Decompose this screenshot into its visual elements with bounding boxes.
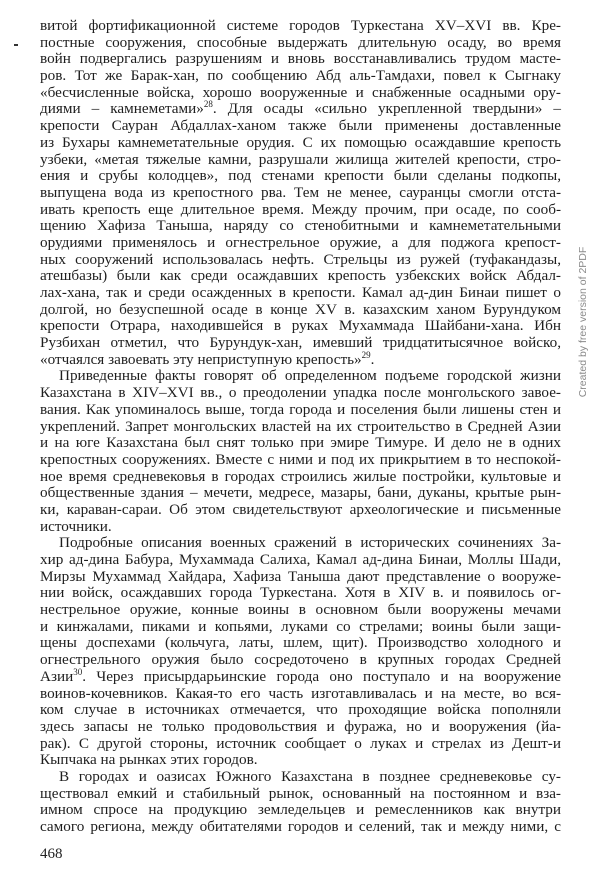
text-line: крепости Отрара, находившейся в руках Мухаммада Шайбани-хана. Ибн — [40, 317, 561, 335]
text-line: ных сооружений использовалась нефть. Стрельцы из ружей (туфакандазы, — [40, 250, 561, 268]
text-line: ществовал емкий и стабильный рынок, основанный на постоянном и вза- — [40, 784, 561, 802]
text-line: Казахстана в XIV–XVI вв., о преодолении упадка после монгольского завое- — [40, 384, 561, 402]
text-line: хир ад-дина Бабура, Мухаммада Салиха, Камал ад-дина Бинаи, Моллы Шади, — [40, 551, 561, 568]
text-line: постные сооружения, способные выдержать длительную осаду, во время — [40, 33, 561, 51]
text-line: Мирзы Мухаммад Хайдара, Хафиза Таныша дают представление о вооруже- — [40, 567, 561, 585]
text-line: щены доспехами (кольчуга, латы, шлем, щит). Производство холодного и — [40, 634, 561, 652]
text-line: лах-хана, так и среди осажденных в крепости. Камал ад-дин Бинаи пишет о — [40, 284, 561, 301]
text-line: узбеки, «метая тяжелые камни, разрушали жилища жителей крепости, стро- — [40, 150, 561, 168]
text-line: и на юге Казахстана был снят только при эмире Тимуре. И дело не в одних — [40, 434, 561, 452]
paragraph — [40, 368, 561, 535]
text-line: нии войск, осаждавших города Туркестана. Хотя в XIV в. и появилось ог- — [40, 584, 561, 602]
text-line: ное время средневековья в городах строились жилые постройки, культовые и — [40, 467, 561, 485]
text-line: общественные здания – мечети, медресе, мазары, бани, дуканы, крытые рын- — [40, 484, 561, 502]
text-line — [40, 101, 561, 118]
text-line: «бесчисленные войска, хорошо вооруженные и снабженные осадными ору- — [40, 83, 561, 101]
text-line: витой фортификационной системе городов Туркестана XV–XVI вв. Кре- — [40, 17, 561, 34]
text-segment: . Для осады «сильно укрепленной твердыни» – — [212, 100, 561, 118]
text-line: огнестрельного оружия было сосредоточено в крупных городах Средней — [40, 651, 561, 669]
text-line: нестрельное оружие, конные воины в основном были вооружены мечами — [40, 601, 561, 619]
text-line: из Бухары камнеметательные орудия. С их помощью осаждавшие крепость — [40, 133, 561, 151]
text-line: укреплений. Запрет монгольских властей на их строительство в Средней Азии — [40, 417, 561, 435]
text-segment: «отчаялся завоевать эту неприступную крепость» — [40, 350, 362, 368]
text-line: рак). С другой стороны, источник сообщает о луках и стрелах из Дешт-и — [40, 734, 561, 752]
page-number: 468 — [40, 846, 63, 862]
text-line: Приведенные факты говорят об определенном подъеме городской жизни — [59, 367, 561, 385]
text-line: ивать крепость еще длительное время. Между прочим, при осаде, по сооб- — [40, 200, 561, 218]
text-segment: Азии — [40, 667, 74, 685]
paragraph — [40, 769, 561, 836]
text-line: В городах и оазисах Южного Казахстана в позднее средневековье су- — [59, 767, 561, 785]
text-line: долгой, но безуспешной осаде в конце XV в. казахским ханом Бурундуком — [40, 300, 561, 318]
text-segment: . Через присырдарьинские города оно поступало и на вооружение — [82, 667, 561, 685]
text-line: имном спросе на продукцию земледельцев и ремесленников как внутри — [40, 801, 561, 819]
text-line: крепости Сауран Абдаллах-ханом также были применены доставленные — [40, 117, 561, 135]
watermark: Created by free version of 2PDF — [577, 246, 589, 398]
text-line: воинов-кочевников. Какая-то его часть изготавливалась и на месте, во вся- — [40, 684, 561, 702]
text-line: здесь запасы не только продовольствия и фуража, но и вооружения (йа- — [40, 717, 561, 735]
text-line: Рузбихан отметил, что Бурундук-хан, имевший тридцатитысячное войско, — [40, 334, 561, 352]
footnote-ref: 30 — [73, 666, 83, 677]
paragraph — [40, 18, 561, 368]
text-line: крепостных сооружениях. Вместе с ними и под их прикрытием в то неспокой- — [40, 450, 561, 468]
text-line: орудиями применялось и огнестрельное оружие, а для поджога крепост- — [40, 233, 561, 251]
text-line: ения и срубы колодцев», под стенами крепости были сделаны подкопы, — [40, 167, 561, 185]
page-body — [40, 18, 561, 836]
text-segment: диями – камнеметами» — [40, 100, 204, 118]
text-line: атешбазы) были как среди осаждавших крепость узбекских войск Абдал- — [40, 267, 561, 285]
text-line: источники. — [40, 517, 112, 535]
text-line: ки, караван-сараи. Об этом свидетельствуют археологические и письменные — [40, 500, 561, 518]
text-line — [40, 666, 561, 686]
text-line: и кинжалами, пиками и копьями, луками со стрелами; воины были защи- — [40, 617, 561, 635]
scan-mark — [14, 44, 18, 46]
text-line: войн подвергались разрушениям и вновь восстанавливались трудом масте- — [40, 50, 561, 68]
text-line: ров. Тот же Барак-хан, по сообщению Абд аль-Тамдахи, повел к Сыгнаку — [40, 67, 561, 85]
footnote-ref: 29 — [361, 349, 371, 360]
text-line: ком случае в источниках отмечается, что проходящие войска пополняли — [40, 701, 561, 719]
footnote-ref: 28 — [203, 99, 213, 110]
text-line: щению Хафиза Таныша, наряду со стенобитными и камнеметательными — [40, 217, 561, 235]
text-line: самого региона, между обитателями городов и селений, так и между ними, с — [40, 818, 561, 835]
text-line: выпущена вода из крепостного рва. Тем не менее, сауранцы смогли отста- — [40, 183, 561, 201]
text-line — [40, 349, 561, 369]
text-segment: . — [370, 350, 375, 368]
text-line: вания. Как упоминалось выше, тогда города и поселения были лишены стен и — [40, 400, 561, 418]
paragraph — [40, 535, 561, 769]
text-line: Кыпчака на рынках этих городов. — [40, 751, 258, 769]
text-line: Подробные описания военных сражений в исторических сочинениях За- — [59, 534, 561, 552]
